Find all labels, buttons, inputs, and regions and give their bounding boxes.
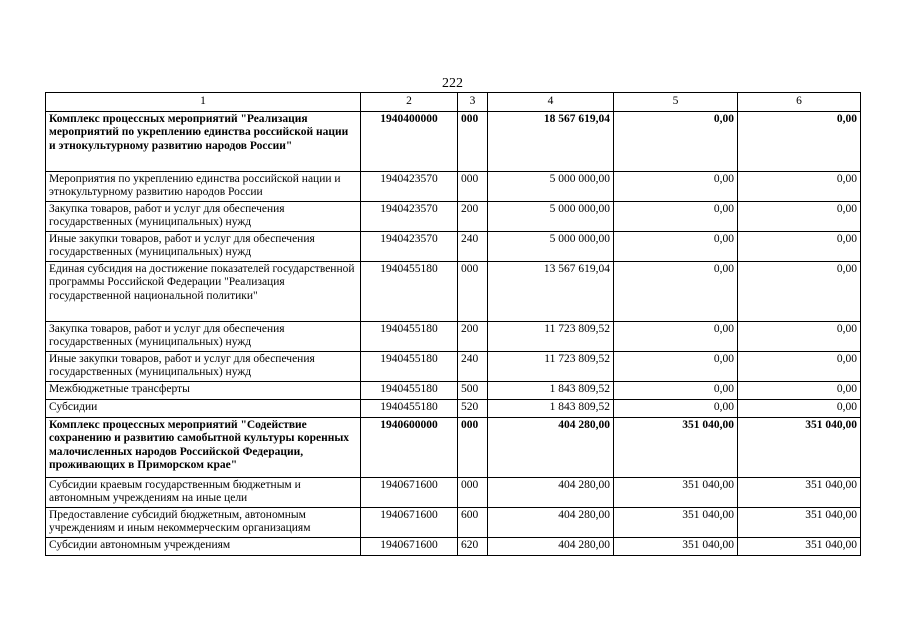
- row-value-1: 5 000 000,00: [488, 171, 614, 201]
- row-kind: 000: [458, 417, 488, 477]
- row-kind: 000: [458, 261, 488, 321]
- table-row: [46, 231, 861, 261]
- row-code: 1940455180: [361, 261, 458, 321]
- row-kind: 500: [458, 381, 488, 399]
- row-name: Субсидии: [46, 399, 361, 417]
- table-row: [46, 201, 861, 231]
- row-kind: 200: [458, 321, 488, 351]
- row-value-1: 11 723 809,52: [488, 351, 614, 381]
- row-code: 1940671600: [361, 477, 458, 507]
- table-row: [46, 537, 861, 555]
- table-row: [46, 417, 861, 477]
- row-name: Межбюджетные трансферты: [46, 381, 361, 399]
- row-value-3: 0,00: [738, 351, 861, 381]
- row-value-2: 351 040,00: [614, 537, 738, 555]
- row-value-1: 1 843 809,52: [488, 381, 614, 399]
- row-name: Субсидии краевым государственным бюджетным и автономным учреждениям на иные цели: [46, 477, 361, 507]
- row-value-3: 0,00: [738, 381, 861, 399]
- row-value-3: 0,00: [738, 261, 861, 321]
- row-code: 1940423570: [361, 231, 458, 261]
- row-code: 1940671600: [361, 537, 458, 555]
- table-row: [46, 399, 861, 417]
- header-row: [46, 93, 861, 112]
- row-value-2: 0,00: [614, 231, 738, 261]
- row-value-2: 0,00: [614, 381, 738, 399]
- row-value-3: 0,00: [738, 201, 861, 231]
- row-value-1: 1 843 809,52: [488, 399, 614, 417]
- row-value-1: 18 567 619,04: [488, 111, 614, 171]
- header-col-3: 3: [458, 93, 488, 112]
- row-value-3: 0,00: [738, 231, 861, 261]
- page-number: 222: [442, 76, 463, 91]
- row-value-2: 0,00: [614, 321, 738, 351]
- row-value-3: 351 040,00: [738, 507, 861, 537]
- row-value-2: 0,00: [614, 201, 738, 231]
- row-kind: 520: [458, 399, 488, 417]
- row-code: 1940455180: [361, 399, 458, 417]
- table-row: [46, 321, 861, 351]
- row-value-2: 0,00: [614, 111, 738, 171]
- header-col-1: 1: [46, 93, 361, 112]
- row-kind: 000: [458, 111, 488, 171]
- row-kind: 200: [458, 201, 488, 231]
- row-code: 1940455180: [361, 351, 458, 381]
- row-value-3: 0,00: [738, 321, 861, 351]
- row-name: Закупка товаров, работ и услуг для обеспечения государственных (муниципальных) нужд: [46, 201, 361, 231]
- row-value-1: 5 000 000,00: [488, 231, 614, 261]
- row-code: 1940455180: [361, 321, 458, 351]
- row-value-3: 351 040,00: [738, 537, 861, 555]
- budget-table: [45, 92, 861, 556]
- row-name: Иные закупки товаров, работ и услуг для обеспечения государственных (муниципальных) нужд: [46, 231, 361, 261]
- row-code: 1940600000: [361, 417, 458, 477]
- row-value-2: 0,00: [614, 351, 738, 381]
- row-kind: 600: [458, 507, 488, 537]
- row-value-2: 351 040,00: [614, 477, 738, 507]
- table-row: [46, 507, 861, 537]
- row-value-3: 0,00: [738, 171, 861, 201]
- row-value-2: 0,00: [614, 261, 738, 321]
- row-name: Комплекс процессных мероприятий "Реализация мероприятий по укреплению единства российской нации и этнокультурному развитию народов России": [46, 111, 361, 171]
- row-code: 1940423570: [361, 171, 458, 201]
- row-kind: 240: [458, 351, 488, 381]
- table-row: [46, 171, 861, 201]
- row-code: 1940400000: [361, 111, 458, 171]
- row-value-3: 351 040,00: [738, 417, 861, 477]
- table-row: [46, 381, 861, 399]
- row-value-1: 404 280,00: [488, 507, 614, 537]
- table-row: [46, 351, 861, 381]
- row-value-1: 404 280,00: [488, 537, 614, 555]
- row-name: Закупка товаров, работ и услуг для обеспечения государственных (муниципальных) нужд: [46, 321, 361, 351]
- row-name: Иные закупки товаров, работ и услуг для обеспечения государственных (муниципальных) нужд: [46, 351, 361, 381]
- row-value-3: 0,00: [738, 111, 861, 171]
- row-value-2: 351 040,00: [614, 417, 738, 477]
- row-value-1: 5 000 000,00: [488, 201, 614, 231]
- row-code: 1940423570: [361, 201, 458, 231]
- row-name: Комплекс процессных мероприятий "Содействие сохранению и развитию самобытной культуры коренных малочисленных народов Российской Федерации, проживающих в Приморском крае": [46, 417, 361, 477]
- row-value-2: 0,00: [614, 399, 738, 417]
- table-row: [46, 477, 861, 507]
- header-col-5: 5: [614, 93, 738, 112]
- row-value-3: 0,00: [738, 399, 861, 417]
- row-code: 1940455180: [361, 381, 458, 399]
- header-col-2: 2: [361, 93, 458, 112]
- row-code: 1940671600: [361, 507, 458, 537]
- row-name: Субсидии автономным учреждениям: [46, 537, 361, 555]
- table-row: [46, 111, 861, 171]
- row-value-1: 404 280,00: [488, 417, 614, 477]
- row-kind: 240: [458, 231, 488, 261]
- row-kind: 000: [458, 477, 488, 507]
- row-name: Мероприятия по укреплению единства российской нации и этнокультурному развитию народов России: [46, 171, 361, 201]
- row-value-2: 351 040,00: [614, 507, 738, 537]
- row-value-1: 404 280,00: [488, 477, 614, 507]
- table-body: [46, 111, 861, 555]
- row-value-3: 351 040,00: [738, 477, 861, 507]
- row-kind: 000: [458, 171, 488, 201]
- row-kind: 620: [458, 537, 488, 555]
- header-col-4: 4: [488, 93, 614, 112]
- row-value-1: 11 723 809,52: [488, 321, 614, 351]
- table-row: [46, 261, 861, 321]
- row-value-2: 0,00: [614, 171, 738, 201]
- row-name: Единая субсидия на достижение показателей государственной программы Российской Федерации "Реализация государственной национальной политики": [46, 261, 361, 321]
- row-value-1: 13 567 619,04: [488, 261, 614, 321]
- header-col-6: 6: [738, 93, 861, 112]
- row-name: Предоставление субсидий бюджетным, автономным учреждениям и иным некоммерческим организациям: [46, 507, 361, 537]
